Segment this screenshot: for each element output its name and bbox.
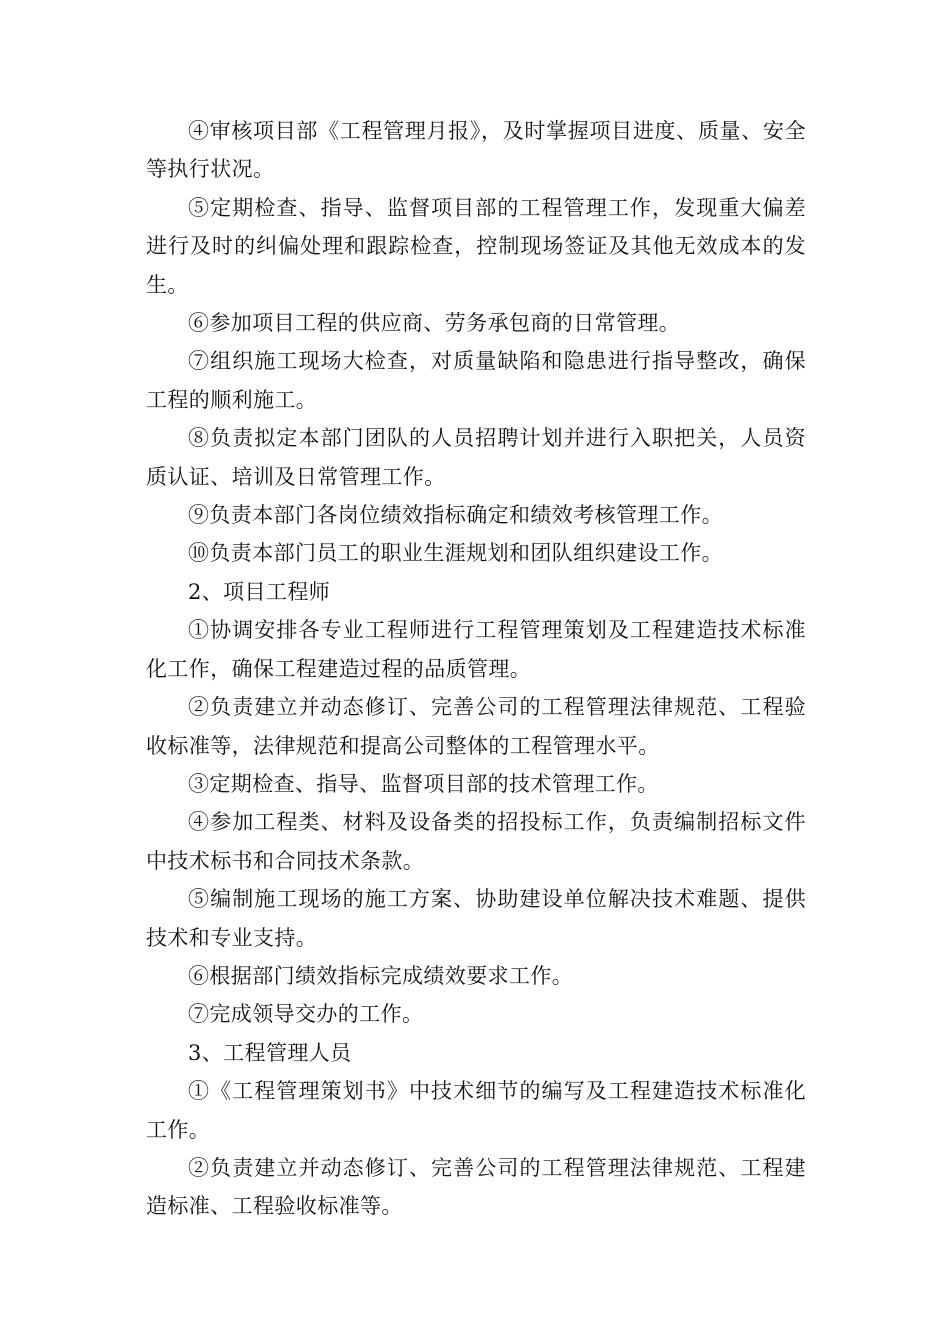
section-heading-project-engineer: 2、项目工程师	[188, 579, 331, 604]
paragraph-performance-requirements: ⑥根据部门绩效指标完成绩效要求工作。	[188, 963, 574, 988]
paragraph-site-inspection: ⑦组织施工现场大检查，对质量缺陷和隐患进行指导整改，确保工程的顺利施工。	[146, 349, 806, 412]
paragraph-planning-document: ①《工程管理策划书》中技术细节的编写及工程建造技术标准化工作。	[146, 1079, 806, 1142]
paragraph-construction-plan: ⑤编制施工现场的施工方案、协助建设单位解决技术难题、提供技术和专业支持。	[146, 887, 806, 950]
paragraph-bidding-work: ④参加工程类、材料及设备类的招投标工作，负责编制招标文件中技术标书和合同技术条款。	[146, 810, 806, 873]
paragraph-assigned-work: ⑦完成领导交办的工作。	[188, 1002, 424, 1027]
paragraph-coordinate-engineers: ①协调安排各专业工程师进行工程管理策划及工程建造技术标准化工作，确保工程建造过程的品质管理。	[146, 618, 806, 681]
section-heading-engineering-staff: 3、工程管理人员	[188, 1040, 352, 1065]
paragraph-periodic-inspection: ⑤定期检查、指导、监督项目部的工程管理工作，发现重大偏差进行及时的纠偏处理和跟踪检查，控制现场签证及其他无效成本的发生。	[146, 195, 806, 297]
paragraph-recruitment-plan: ⑧负责拟定本部门团队的人员招聘计划并进行入职把关，人员资质认证、培训及日常管理工作。	[146, 426, 806, 489]
paragraph-technical-management: ③定期检查、指导、监督项目部的技术管理工作。	[188, 771, 659, 796]
paragraph-career-planning: ⑩负责本部门员工的职业生涯规划和团队组织建设工作。	[188, 541, 723, 566]
paragraph-supplier-management: ⑥参加项目工程的供应商、劳务承包商的日常管理。	[188, 311, 681, 336]
paragraph-review-monthly-report: ④审核项目部《工程管理月报》，及时掌握项目进度、质量、安全等执行状况。	[146, 119, 806, 182]
paragraph-build-standards: ②负责建立并动态修订、完善公司的工程管理法律规范、工程建造标准、工程验收标准等。	[146, 1155, 806, 1219]
paragraph-revise-standards: ②负责建立并动态修订、完善公司的工程管理法律规范、工程验收标准等，法律规范和提高公司整体的工程管理水平。	[146, 695, 806, 758]
document-page	[146, 112, 806, 1226]
paragraph-performance-indicators: ⑨负责本部门各岗位绩效指标确定和绩效考核管理工作。	[188, 503, 723, 528]
